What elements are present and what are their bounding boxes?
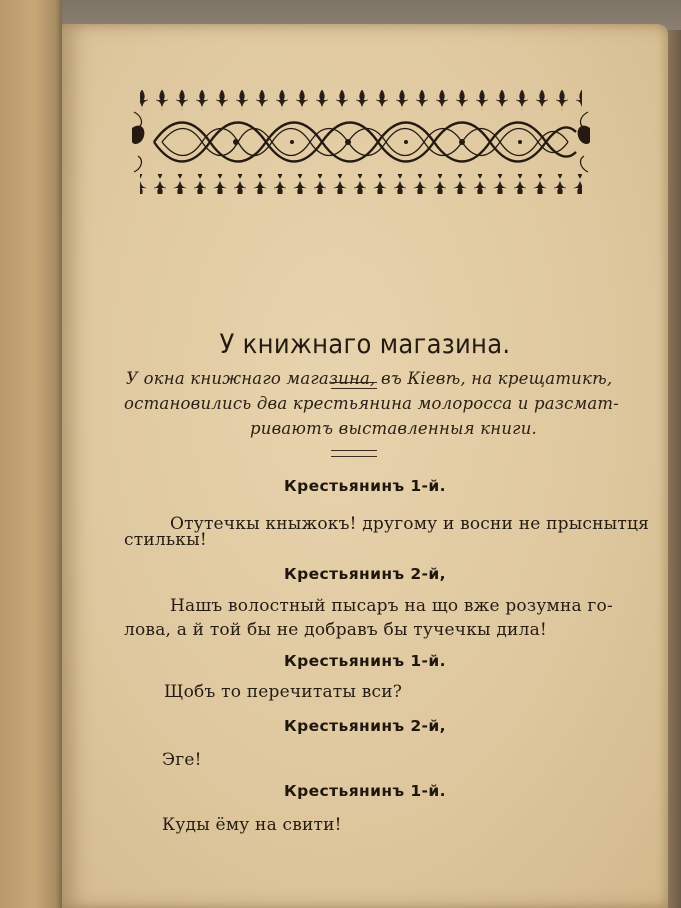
dialogue-line: Отутечкы кныжокъ! другому и восни не прыснытця: [170, 514, 650, 534]
ornament-graphic: [132, 88, 590, 196]
intro-line-3: риваютъ выставленныя книги.: [250, 419, 537, 438]
speaker-label: Крестьянинъ 1-й.: [284, 782, 446, 800]
speaker-label: Крестьянинъ 2-й,: [284, 565, 446, 583]
dialogue-line: Нашъ волостный пысаръ на що вже розумна го-: [170, 596, 613, 616]
speaker-label: Крестьянинъ 2-й,: [284, 717, 446, 735]
dialogue-line: Эге!: [162, 750, 202, 770]
dialogue-line: Щобъ то перечитаты вси?: [164, 682, 403, 702]
intro-line-2: остановились два крестьянина молоросса и разсмат-: [124, 394, 620, 413]
decorative-headpiece: [132, 88, 590, 196]
facing-page-edge: [0, 0, 62, 908]
speaker-label: Крестьянинъ 1-й.: [284, 477, 446, 495]
intro-divider: [331, 450, 377, 457]
intro-line-1: У окна книжнаго магазина, въ Кіевѣ, на крещатикѣ,: [126, 369, 613, 388]
book-page: [62, 24, 668, 908]
dialogue-line: Куды ёму на свити!: [162, 815, 342, 835]
dialogue-line: лова, а й той бы не добравъ бы тучечкы дила!: [124, 620, 547, 640]
dialogue-line: стилькы!: [124, 530, 207, 550]
page-title: У книжнаго магазина.: [219, 329, 511, 360]
book-cover-edge: [668, 30, 681, 908]
speaker-label: Крестьянинъ 1-й.: [284, 652, 446, 670]
